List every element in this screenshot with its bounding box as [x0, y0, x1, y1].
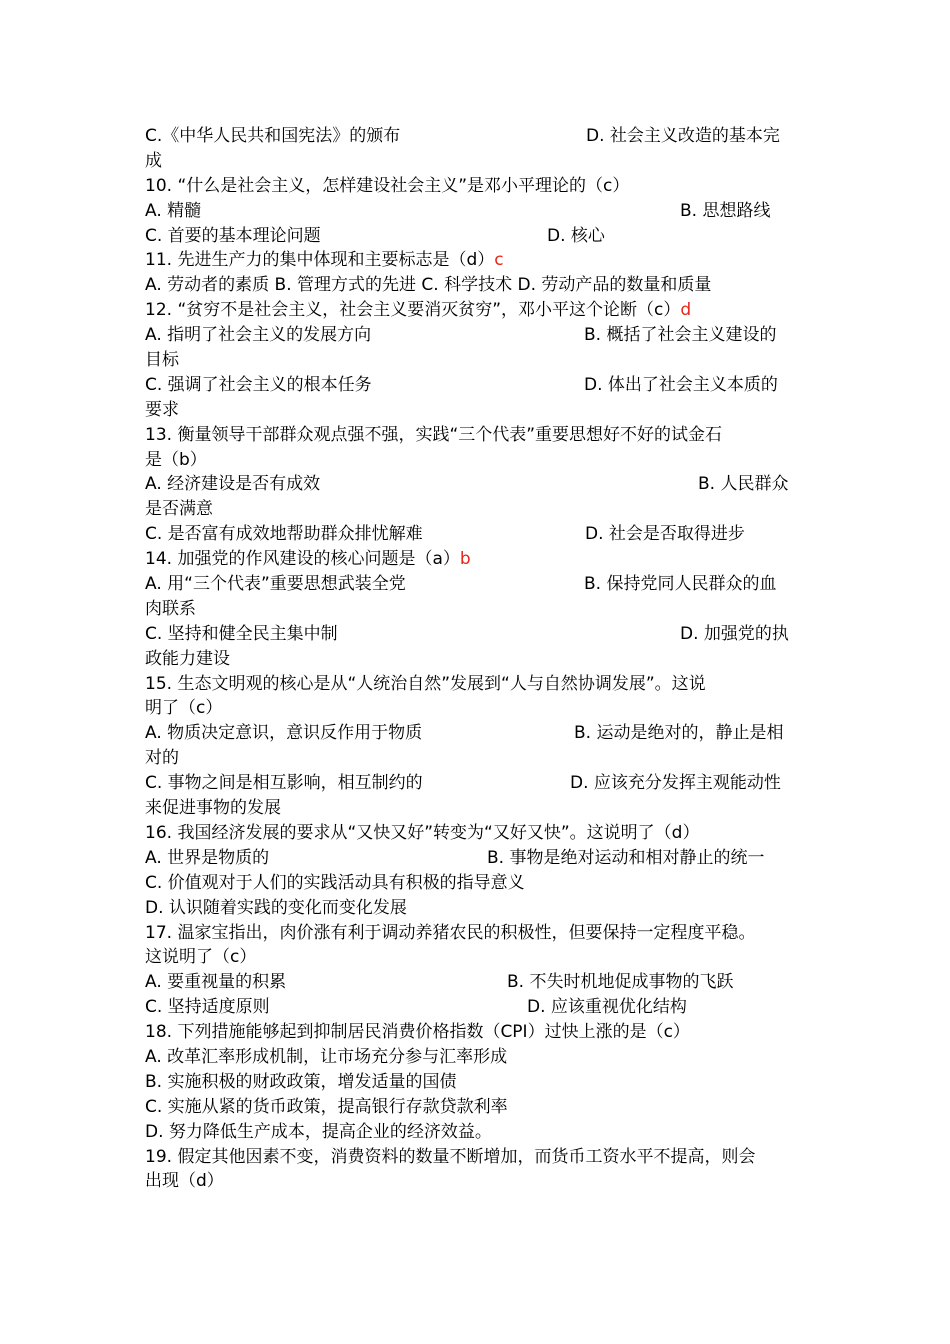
q14-option-a: A. 用“三个代表”重要思想武装全党	[145, 574, 406, 595]
q15-options-cd	[145, 771, 807, 796]
q16-option-b: B. 事物是绝对运动和相对静止的统一	[487, 847, 765, 868]
q9-options-line	[145, 124, 807, 149]
q12-answer-mark: d	[680, 300, 692, 321]
q17-options-ab	[145, 970, 807, 995]
q12-option-b-cont: 目标	[145, 350, 179, 371]
q11-stem: 11. 先进生产力的集中体现和主要标志是（d）	[145, 250, 495, 271]
q15-options-ab	[145, 721, 807, 746]
q14-options-cd	[145, 622, 807, 647]
q12-option-d-cont: 要求	[145, 399, 179, 420]
q14-option-d-cont: 政能力建设	[145, 648, 230, 669]
q13-options-cd	[145, 522, 807, 547]
q13-stem-cont: 是（b）	[145, 449, 207, 470]
q15-stem: 15. 生态文明观的核心是从“人统治自然”发展到“人与自然协调发展”。这说	[145, 673, 706, 694]
q14-stem: 14. 加强党的作风建设的核心问题是（a）	[145, 549, 460, 570]
q9-option-d: D. 社会主义改造的基本完	[586, 126, 780, 146]
q16-option-c: C. 价值观对于人们的实践活动具有积极的指导意义	[145, 872, 525, 893]
q13-option-d: D. 社会是否取得进步	[585, 524, 745, 545]
q13-stem: 13. 衡量领导干部群众观点强不强，实践“三个代表”重要思想好不好的试金石	[145, 424, 723, 445]
q18-option-a: A. 改革汇率形成机制，让市场充分参与汇率形成	[145, 1046, 508, 1067]
q17-option-d: D. 应该重视优化结构	[527, 997, 687, 1018]
q18-option-c: C. 实施从紧的货币政策，提高银行存款贷款利率	[145, 1096, 508, 1117]
q17-stem-cont: 这说明了（c）	[145, 947, 257, 968]
q15-option-d: D. 应该充分发挥主观能动性	[570, 773, 781, 794]
q11-stem-line	[145, 248, 807, 273]
q18-option-d: D. 努力降低生产成本，提高企业的经济效益。	[145, 1121, 492, 1142]
q12-option-c: C. 强调了社会主义的根本任务	[145, 374, 372, 395]
q14-option-b: B. 保持党同人民群众的血	[584, 574, 777, 595]
q10-option-a: A. 精髓	[145, 200, 202, 221]
q9-option-d-cont: 成	[145, 150, 162, 171]
q15-option-a: A. 物质决定意识，意识反作用于物质	[145, 723, 423, 744]
q14-answer-mark: b	[459, 549, 471, 570]
q19-stem: 19. 假定其他因素不变，消费资料的数量不断增加，而货币工资水平不提高，则会	[145, 1146, 756, 1167]
q13-option-a: A. 经济建设是否有成效	[145, 474, 321, 495]
q12-stem: 12. “贫穷不是社会主义，社会主义要消灭贫穷”，邓小平这个论断（c）	[145, 300, 681, 321]
q16-option-a: A. 世界是物质的	[145, 847, 270, 868]
q17-option-c: C. 坚持适度原则	[145, 997, 270, 1018]
q13-option-b-cont: 是否满意	[145, 499, 213, 520]
q14-option-c: C. 坚持和健全民主集中制	[145, 623, 338, 644]
q16-option-d: D. 认识随着实践的变化而变化发展	[145, 897, 407, 918]
q11-options: A. 劳动者的素质 B. 管理方式的先进 C. 科学技术 D. 劳动产品的数量和质量	[145, 275, 712, 296]
q12-options-ab	[145, 323, 807, 348]
q18-stem: 18. 下列措施能够起到抑制居民消费价格指数（CPI）过快上涨的是（c）	[145, 1022, 690, 1043]
q15-option-b-cont: 对的	[145, 748, 179, 769]
q12-option-b: B. 概括了社会主义建设的	[584, 325, 777, 346]
q10-option-b: B. 思想路线	[680, 200, 771, 221]
document-page	[145, 124, 807, 1194]
q13-option-b: B. 人民群众	[698, 474, 789, 495]
q10-stem: 10. “什么是社会主义，怎样建设社会主义”是邓小平理论的（c）	[145, 175, 630, 196]
q16-options-ab	[145, 846, 807, 871]
q17-option-b: B. 不失时机地促成事物的飞跃	[507, 972, 734, 993]
q15-option-b: B. 运动是绝对的，静止是相	[574, 723, 784, 744]
q16-stem: 16. 我国经济发展的要求从“又快又好”转变为“又好又快”。这说明了（d）	[145, 822, 700, 843]
q15-option-c: C. 事物之间是相互影响，相互制约的	[145, 773, 423, 794]
q17-options-cd	[145, 995, 807, 1020]
q13-option-c: C. 是否富有成效地帮助群众排忧解难	[145, 524, 423, 545]
q10-options-cd	[145, 224, 807, 249]
q17-stem: 17. 温家宝指出，肉价涨有利于调动养猪农民的积极性，但要保持一定程度平稳。	[145, 922, 756, 943]
q15-stem-cont: 明了（c）	[145, 698, 223, 719]
q12-options-cd	[145, 373, 807, 398]
q10-options-ab	[145, 199, 807, 224]
q9-option-c: C.《中华人民共和国宪法》的颁布	[145, 126, 401, 146]
q15-option-d-cont: 来促进事物的发展	[145, 798, 281, 819]
q14-option-d: D. 加强党的执	[680, 623, 789, 644]
q14-option-b-cont: 肉联系	[145, 598, 196, 619]
q13-options-ab	[145, 472, 807, 497]
q12-option-a: A. 指明了社会主义的发展方向	[145, 325, 372, 346]
q10-option-c: C. 首要的基本理论问题	[145, 225, 321, 246]
q14-stem-line	[145, 547, 807, 572]
q18-option-b: B. 实施积极的财政政策，增发适量的国债	[145, 1071, 457, 1092]
q17-option-a: A. 要重视量的积累	[145, 972, 287, 993]
q11-answer-mark: c	[494, 250, 504, 271]
q19-stem-cont: 出现（d）	[145, 1171, 224, 1192]
q14-options-ab	[145, 572, 807, 597]
q10-option-d: D. 核心	[547, 225, 605, 246]
q12-option-d: D. 体出了社会主义本质的	[584, 374, 778, 395]
q12-stem-line	[145, 298, 807, 323]
